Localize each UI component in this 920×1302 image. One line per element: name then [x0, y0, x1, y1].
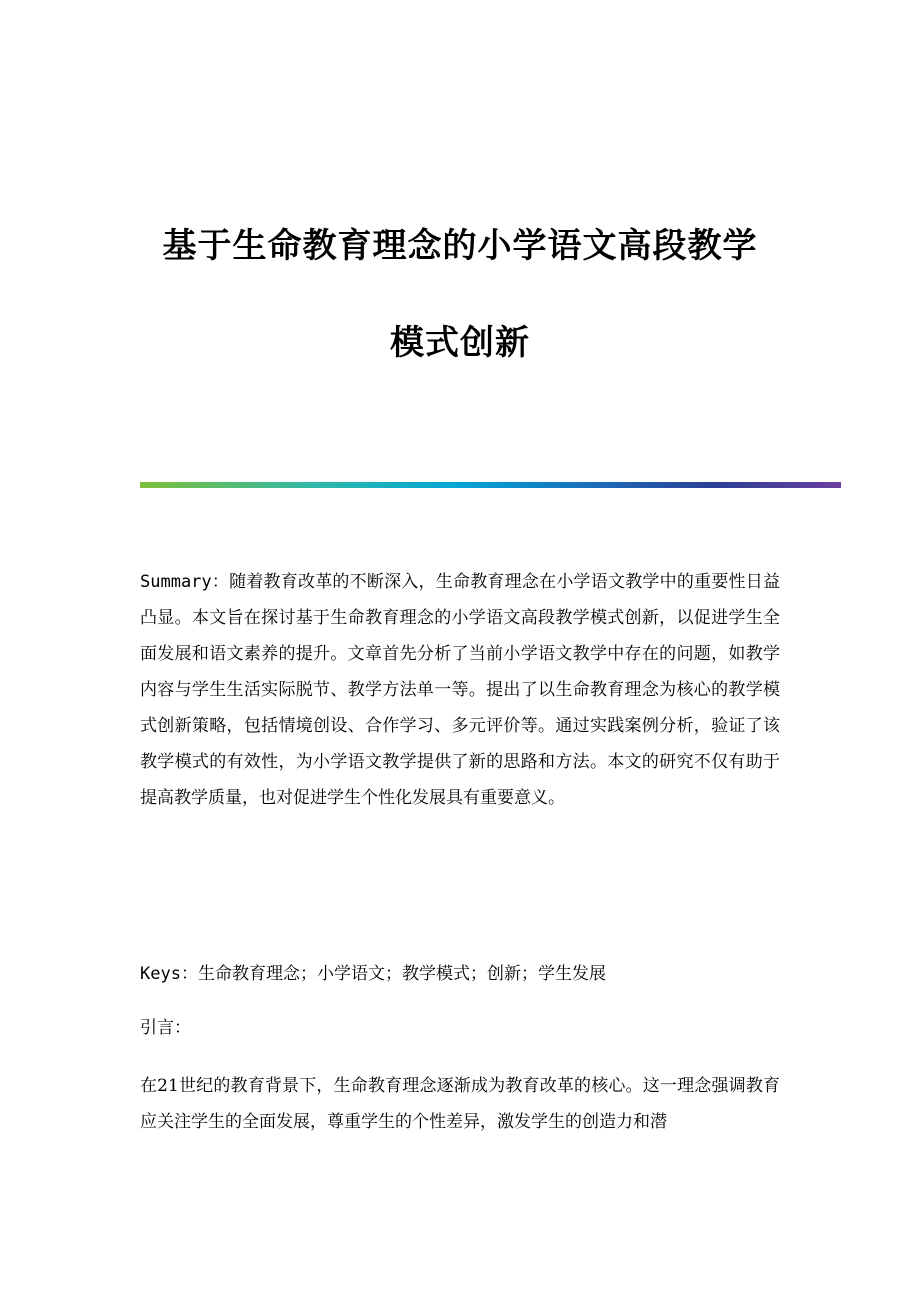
- keys-text: 生命教育理念；小学语文；教学模式；创新；学生发展: [197, 964, 606, 984]
- intro-paragraph: 在21世纪的教育背景下，生命教育理念逐渐成为教育改革的核心。这一理念强调教育应关注学生的全面发展，尊重学生的个性差异，激发学生的创造力和潜: [140, 1076, 780, 1132]
- intro-heading: 引言：: [140, 1018, 191, 1038]
- document-title-line-1: 基于生命教育理念的小学语文高段教学: [162, 226, 758, 266]
- summary-text: 随着教育改革的不断深入，生命教育理念在小学语文教学中的重要性日益凸显。本文旨在探讨基于生命教育理念的小学语文高段教学模式创新，以促进学生全面发展和语文素养的提升。文章首先分析了当前小学语文教学中存在的问题，如教学内容与学生生活实际脱节、教学方法单一等。提出了以生命教育理念为核心的教学模式创新策略，包括情境创设、合作学习、多元评价等。通过实践案例分析，验证了该教学模式的有效性，为小学语文教学提供了新的思路和方法。本文的研究不仅有助于提高教学质量，也对促进学生个性化发展具有重要意义。: [140, 572, 780, 808]
- summary-label: Summary：: [140, 572, 230, 592]
- keywords-line: [140, 956, 780, 992]
- summary-paragraph: [140, 564, 780, 816]
- keys-label: Keys：: [140, 964, 198, 984]
- document-title-line-2: 模式创新: [390, 323, 530, 363]
- gradient-divider: [140, 482, 841, 488]
